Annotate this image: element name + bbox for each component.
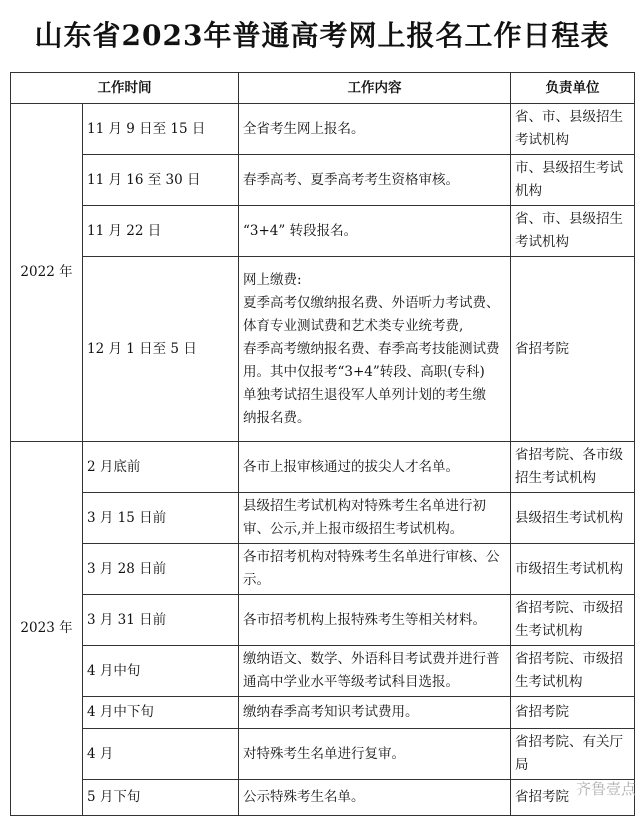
table-row bbox=[11, 646, 635, 697]
header-time: 工作时间 bbox=[11, 73, 239, 104]
unit-cell: 市级招生考试机构 bbox=[511, 544, 635, 595]
time-cell: 11 月 16 至 30 日 bbox=[83, 155, 239, 206]
time-cell: 11 月 22 日 bbox=[83, 206, 239, 257]
content-cell bbox=[239, 697, 511, 729]
content-line: 缴纳语文、数学、外语科目考试费并进行普通高中学业水平等级考试科目选报。 bbox=[243, 651, 500, 690]
content-cell bbox=[239, 544, 511, 595]
unit-cell: 县级招生考试机构 bbox=[511, 493, 635, 544]
content-cell bbox=[239, 646, 511, 697]
content-line: 对特殊考生名单进行复审。 bbox=[243, 745, 405, 762]
content-line: 网上缴费: bbox=[243, 271, 302, 288]
content-cell bbox=[239, 155, 511, 206]
time-cell: 5 月下旬 bbox=[83, 780, 239, 816]
content-line: 体育专业测试费和艺术类专业统考费, bbox=[243, 317, 464, 334]
content-cell bbox=[239, 442, 511, 493]
content-line: 用。其中仅报考“3+4”转段、高职(专科) bbox=[243, 363, 485, 380]
content-line: 全省考生网上报名。 bbox=[243, 120, 365, 137]
content-cell bbox=[239, 104, 511, 155]
table-row bbox=[11, 206, 635, 257]
content-line: 公示特殊考生名单。 bbox=[243, 789, 365, 805]
time-cell: 4 月中旬 bbox=[83, 646, 239, 697]
table-row bbox=[11, 729, 635, 780]
table-row bbox=[11, 442, 635, 493]
unit-cell: 省、市、县级招生考试机构 bbox=[511, 206, 635, 257]
time-cell: 4 月 bbox=[83, 729, 239, 780]
watermark: 齐鲁壹点 bbox=[575, 780, 636, 798]
page-title: 山东省2023年普通高考网上报名工作日程表 bbox=[34, 19, 610, 52]
content-line: 各市上报审核通过的拔尖人才名单。 bbox=[243, 458, 459, 475]
unit-cell: 省招考院、市级招生考试机构 bbox=[511, 595, 635, 646]
content-line: “3+4” 转段报名。 bbox=[243, 222, 358, 239]
time-cell: 3 月 15 日前 bbox=[83, 493, 239, 544]
content-line: 县级招生考试机构对特殊考生名单进行初审、公示,并上报市级招生考试机构。 bbox=[243, 498, 486, 537]
content-cell bbox=[239, 780, 511, 816]
content-line: 纳报名费。 bbox=[243, 409, 311, 426]
table-row bbox=[11, 544, 635, 595]
content-cell bbox=[239, 595, 511, 646]
time-cell: 2 月底前 bbox=[83, 442, 239, 493]
table-row bbox=[11, 155, 635, 206]
time-cell: 3 月 31 日前 bbox=[83, 595, 239, 646]
header-content: 工作内容 bbox=[239, 73, 511, 104]
time-cell: 12 月 1 日至 5 日 bbox=[83, 257, 239, 442]
table-row bbox=[11, 493, 635, 544]
time-cell: 11 月 9 日至 15 日 bbox=[83, 104, 239, 155]
unit-cell: 省招考院、有关厅局 bbox=[511, 729, 635, 780]
header-unit: 负责单位 bbox=[511, 73, 635, 104]
table-row bbox=[11, 780, 635, 816]
table-row bbox=[11, 595, 635, 646]
content-line: 各市招考机构对特殊考生名单进行审核、公示。 bbox=[243, 549, 500, 588]
table-header-row bbox=[11, 73, 635, 104]
unit-cell: 省招考院 bbox=[511, 257, 635, 442]
schedule-table bbox=[10, 72, 635, 816]
content-line: 夏季高考仅缴纳报名费、外语听力考试费、 bbox=[243, 294, 500, 311]
content-cell bbox=[239, 257, 511, 442]
content-line: 各市招考机构上报特殊考生等相关材料。 bbox=[243, 611, 486, 628]
unit-cell: 省招考院、市级招生考试机构 bbox=[511, 646, 635, 697]
table-row bbox=[11, 104, 635, 155]
table-row bbox=[11, 697, 635, 729]
time-cell: 3 月 28 日前 bbox=[83, 544, 239, 595]
content-line: 春季高考、夏季高考考生资格审核。 bbox=[243, 171, 459, 188]
unit-cell: 省、市、县级招生考试机构 bbox=[511, 104, 635, 155]
content-line: 缴纳春季高考知识考试费用。 bbox=[243, 704, 419, 720]
content-cell bbox=[239, 493, 511, 544]
year-cell: 2023 年 bbox=[11, 442, 83, 816]
year-cell: 2022 年 bbox=[11, 104, 83, 442]
content-line: 单独考试招生退役军人单列计划的考生缴 bbox=[243, 386, 486, 403]
unit-cell: 市、县级招生考试机构 bbox=[511, 155, 635, 206]
content-cell bbox=[239, 729, 511, 780]
time-cell: 4 月中下旬 bbox=[83, 697, 239, 729]
table-row bbox=[11, 257, 635, 442]
unit-cell: 省招考院 bbox=[511, 780, 635, 816]
content-line: 春季高考缴纳报名费、春季高考技能测试费 bbox=[243, 340, 500, 357]
table-body bbox=[11, 104, 635, 816]
content-cell bbox=[239, 206, 511, 257]
unit-cell: 省招考院 bbox=[511, 697, 635, 729]
unit-cell: 省招考院、各市级招生考试机构 bbox=[511, 442, 635, 493]
